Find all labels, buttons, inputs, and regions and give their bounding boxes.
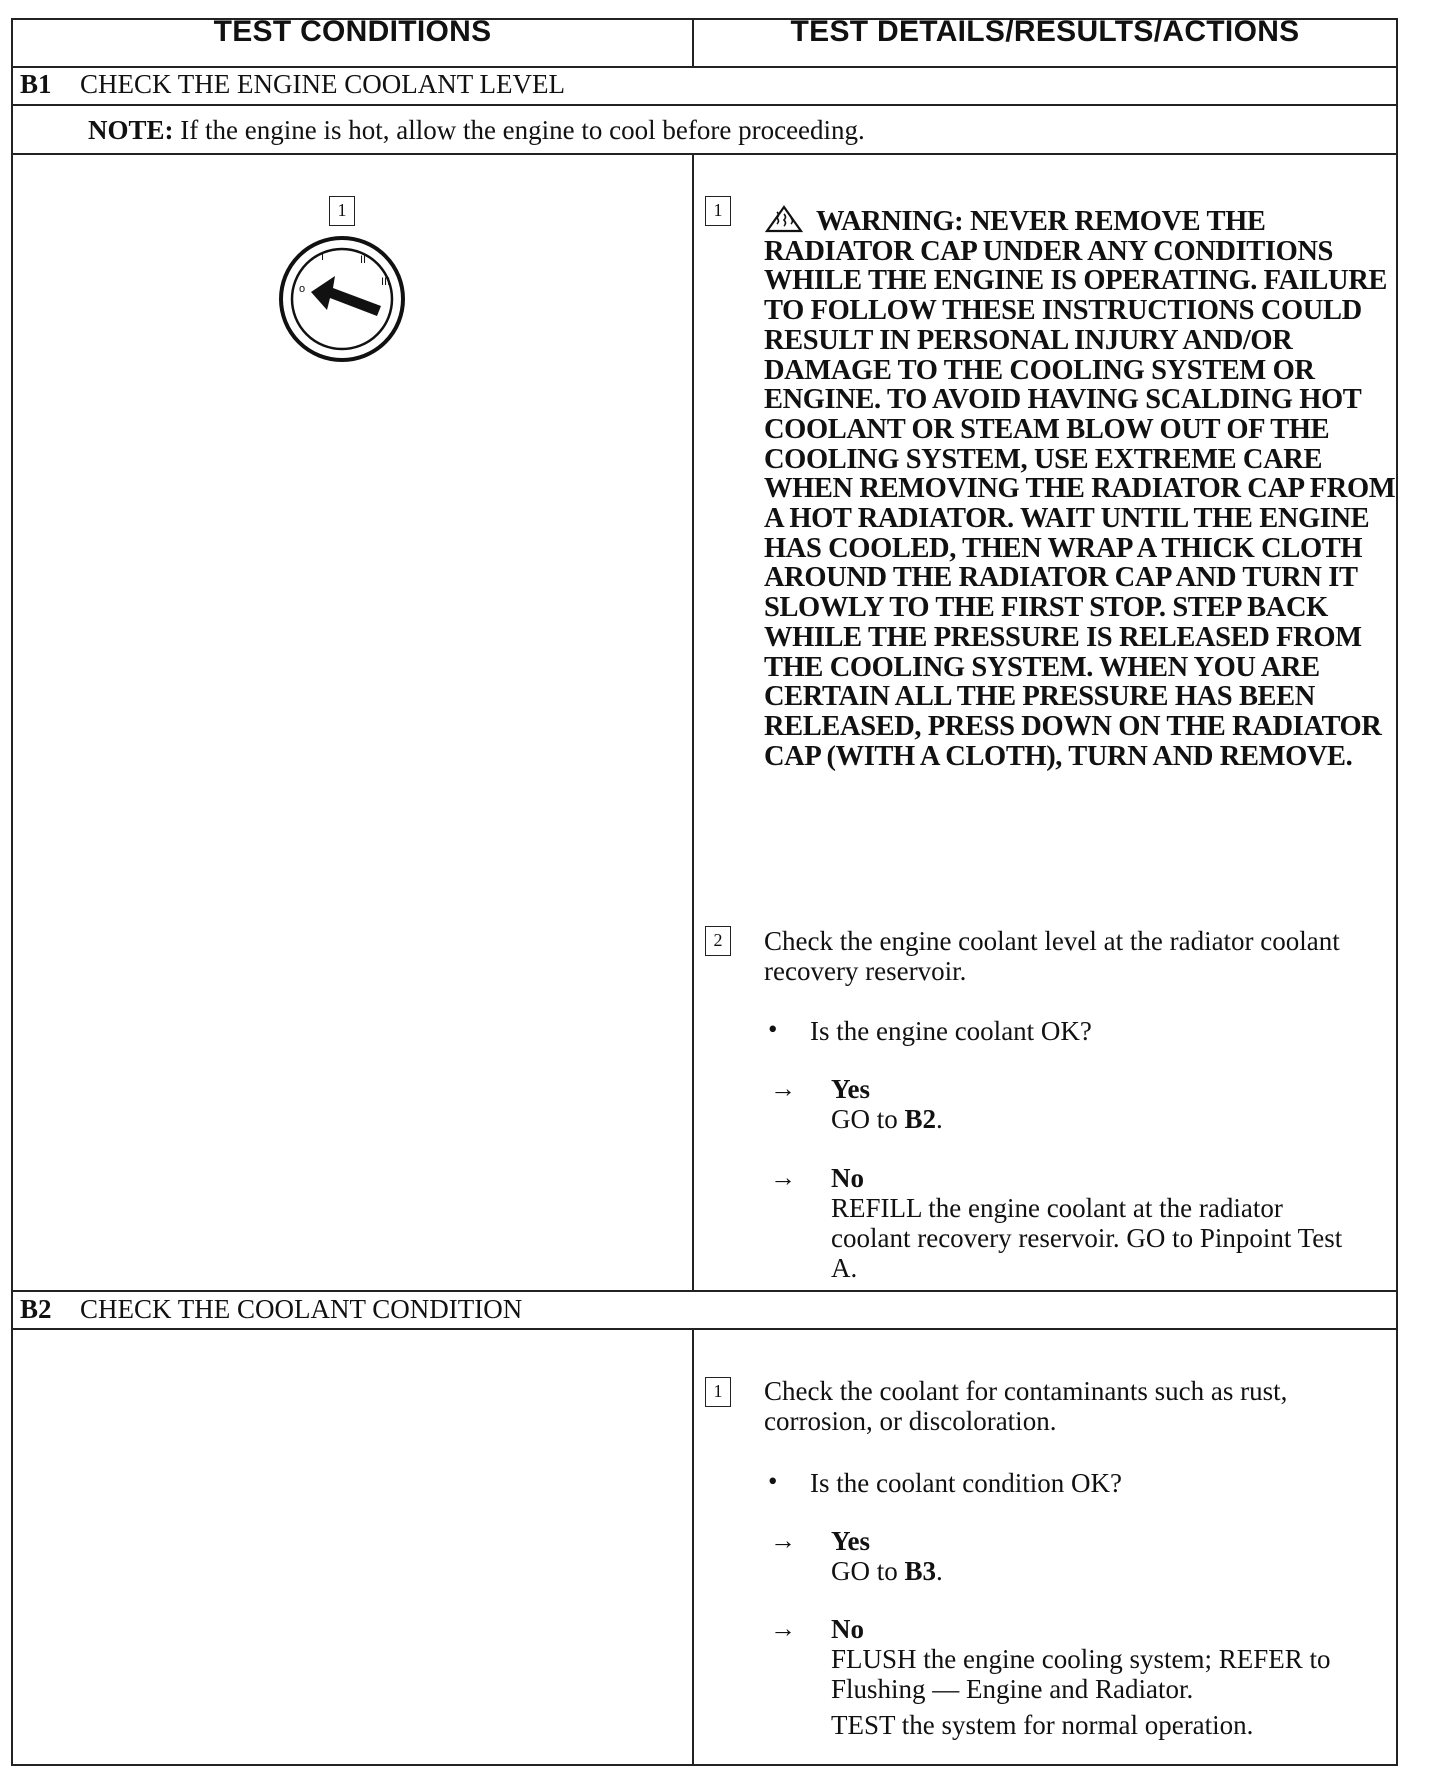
b1-yes-label: Yes [831, 1074, 870, 1104]
note [88, 115, 865, 146]
svg-text:o: o [299, 283, 306, 295]
section-b1-title: CHECK THE ENGINE COOLANT LEVEL [80, 69, 565, 99]
b1-yes-action: GO to B2. [831, 1104, 943, 1134]
note-label: NOTE: [88, 115, 174, 145]
column-header-test-conditions: TEST CONDITIONS [213, 15, 492, 48]
left-step-number: 1 [329, 196, 355, 226]
ignition-switch-off-icon [277, 234, 407, 364]
b2-no-arrow: → [770, 1614, 796, 1643]
column-divider-b2 [692, 1328, 694, 1764]
b2-yes-arrow: → [770, 1526, 796, 1555]
rule-above-b2 [11, 1290, 1398, 1292]
b2-step1-number: 1 [705, 1377, 731, 1407]
b1-no-label: No [831, 1163, 864, 1193]
section-b1-header [20, 69, 565, 100]
rule-bottom [11, 1764, 1398, 1766]
b1-no-action: REFILL the engine coolant at the radiator coolant recovery reservoir. GO to Pinpoint Test A. [831, 1193, 1343, 1283]
section-b1-code: B1 [20, 69, 52, 99]
b2-no-answer [831, 1614, 1371, 1740]
b2-yes-label: Yes [831, 1526, 870, 1556]
b2-step1-text: Check the coolant for contaminants such as rust, corrosion, or discoloration. [764, 1376, 1288, 1436]
rule-left [11, 18, 13, 1764]
b1-step2-text: Check the engine coolant level at the radiator coolant recovery reservoir. [764, 926, 1340, 986]
b2-question-bullet: • [768, 1466, 778, 1496]
svg-text:III: III [381, 276, 391, 288]
section-b2-header [20, 1294, 522, 1325]
b1-yes-arrow: → [770, 1074, 796, 1103]
b2-question: Is the coolant condition OK? [810, 1468, 1122, 1498]
b1-no-answer [831, 1163, 1351, 1283]
svg-text:II: II [360, 254, 367, 266]
b2-no-action-test: TEST the system for normal operation. [831, 1710, 1254, 1740]
b1-question: Is the engine coolant OK? [810, 1016, 1092, 1046]
b1-warning-text: WARNING: NEVER REMOVE THE RADIATOR CAP UNDER ANY CONDITIONS WHILE THE ENGINE IS OPERATING. FAILURE TO FOLLOW THESE INSTRUCTIONS COULD RESULT IN PERSONAL INJURY AND/OR DAMAGE TO THE COOLING SYSTEM OR ENGINE. TO AVOID HAVING SCALDING HOT COOLANT OR STEAM BLOW OUT OF THE COOLING SYSTEM, USE EXTREME CARE WHEN REMOVING THE RADIATOR CAP FROM A HOT RADIATOR. WAIT UNTIL THE ENGINE HAS COOLED, THEN WRAP A THICK CLOTH AROUND THE RADIATOR CAP AND TURN IT SLOWLY TO THE FIRST STOP. STEP BACK WHILE THE PRESSURE IS RELEASED FROM THE COOLING SYSTEM. WHEN YOU ARE CERTAIN ALL THE PRESSURE HAS BEEN RELEASED, PRESS DOWN ON THE RADIATOR CAP (WITH A CLOTH), TURN AND REMOVE. [764, 206, 1396, 772]
rule-under-b2 [11, 1328, 1398, 1330]
b2-no-label: No [831, 1614, 864, 1644]
b1-step2-number: 2 [705, 926, 731, 956]
note-text: If the engine is hot, allow the engine to cool before proceeding. [173, 115, 865, 145]
rule-under-note [11, 153, 1398, 155]
b1-yes-answer [831, 1074, 1371, 1134]
b2-yes-action: GO to B3. [831, 1556, 943, 1586]
svg-text:I: I [321, 251, 325, 263]
b2-no-action: FLUSH the engine cooling system; REFER to Flushing — Engine and Radiator. [831, 1644, 1331, 1704]
rule-under-b1 [11, 104, 1398, 106]
column-header-test-details: TEST DETAILS/RESULTS/ACTIONS [790, 15, 1300, 48]
b2-yes-answer [831, 1526, 1371, 1586]
column-divider-b1 [692, 153, 694, 1290]
b1-question-bullet: • [768, 1014, 778, 1044]
rule-under-header [11, 66, 1398, 68]
b1-no-arrow: → [770, 1163, 796, 1192]
section-b2-code: B2 [20, 1294, 52, 1324]
section-b2-title: CHECK THE COOLANT CONDITION [80, 1294, 523, 1324]
b1-step1-number: 1 [705, 196, 731, 226]
